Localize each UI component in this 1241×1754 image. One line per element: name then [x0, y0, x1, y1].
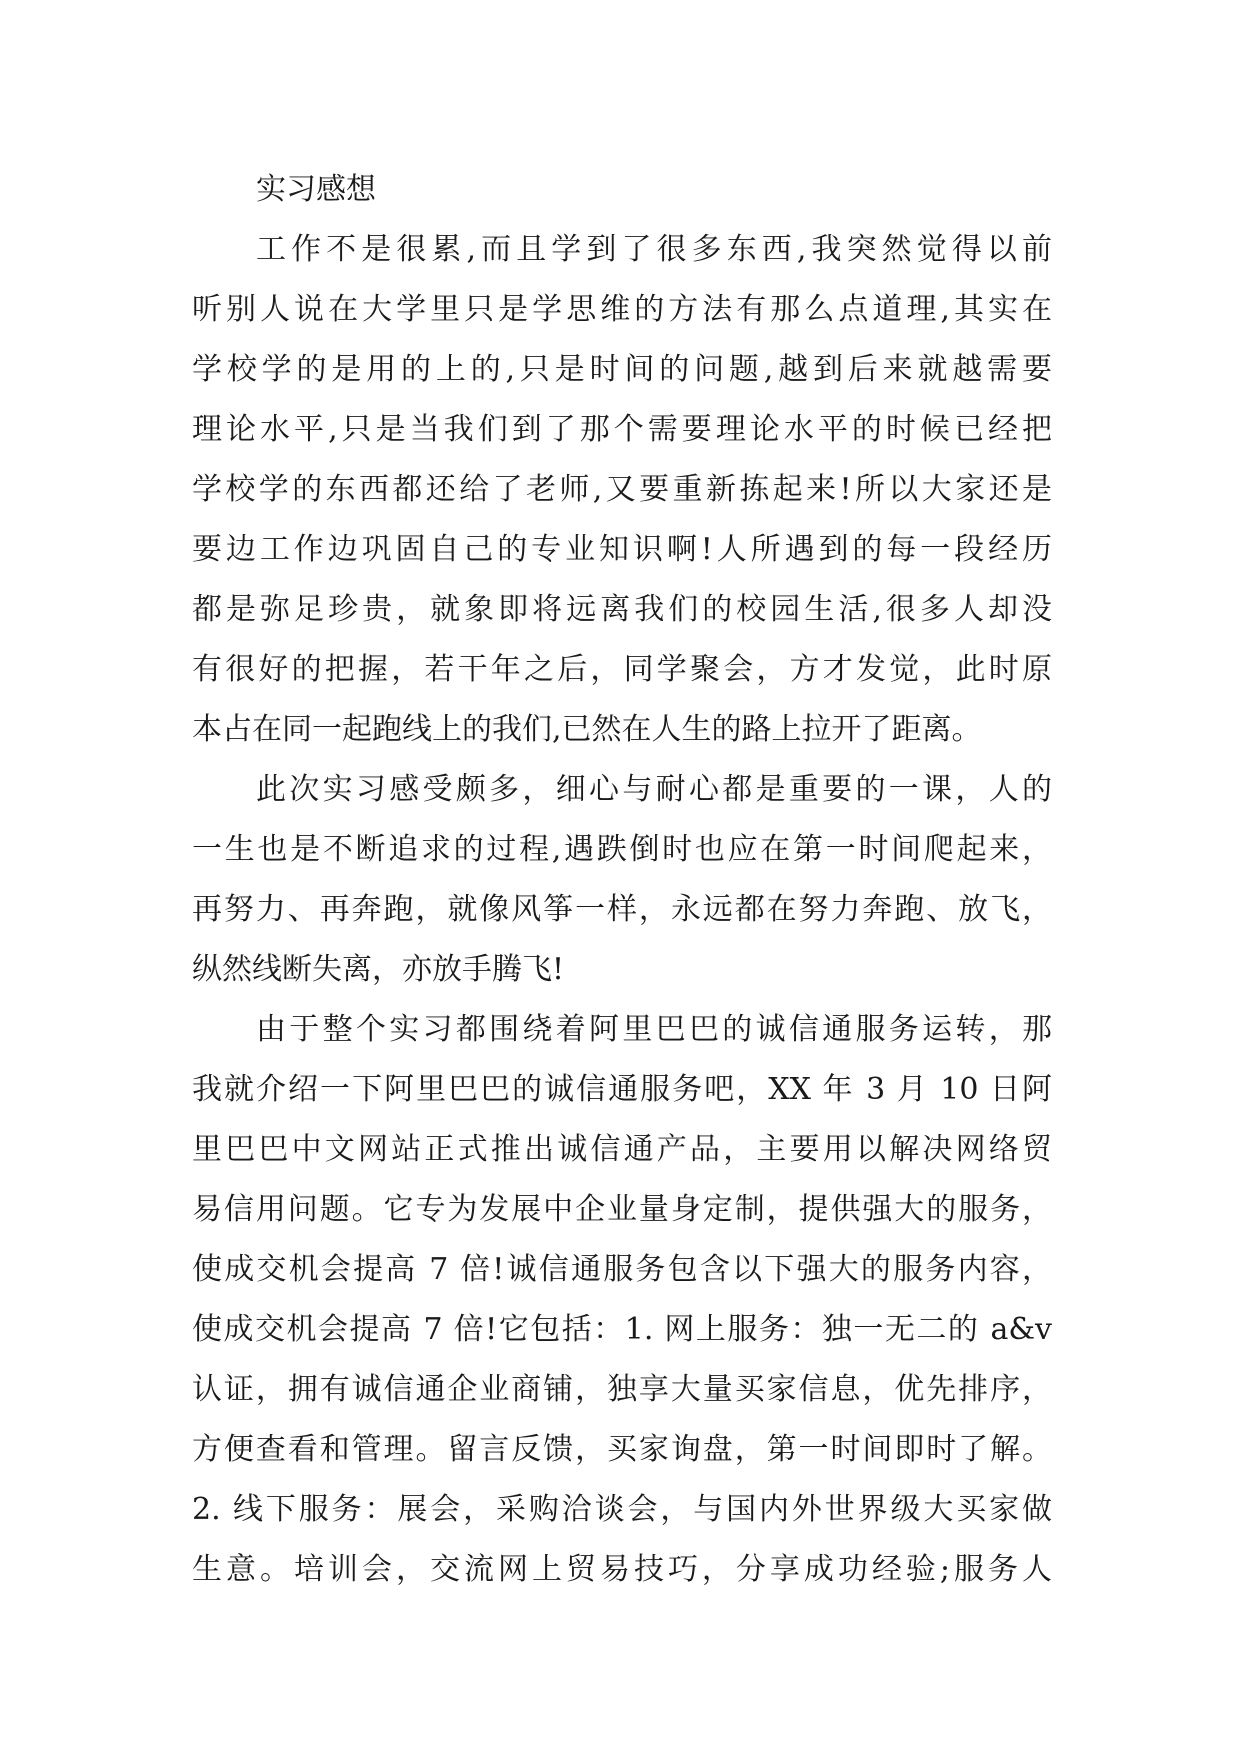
paragraph-3-line-10: 生意。培训会，交流网上贸易技巧，分享成功经验;服务人 [192, 1552, 1052, 1587]
paragraph-3-line-2: 我就介绍一下阿里巴巴的诚信通服务吧，XX 年 3 月 10 日阿 [192, 1072, 1052, 1107]
paragraph-1-line-4: 理论水平,只是当我们到了那个需要理论水平的时候已经把 [192, 412, 1052, 447]
paragraph-2-line-3: 再努力、再奔跑，就像风筝一样，永远都在努力奔跑、放飞， [192, 892, 1052, 927]
paragraph-1-line-9: 本占在同一起跑线上的我们,已然在人生的路上拉开了距离。 [192, 712, 982, 747]
paragraph-3-line-7: 认证，拥有诚信通企业商铺，独享大量买家信息，优先排序， [192, 1372, 1052, 1407]
paragraph-3-line-4: 易信用问题。它专为发展中企业量身定制，提供强大的服务， [192, 1192, 1052, 1227]
paragraph-1-line-1: 工作不是很累,而且学到了很多东西,我突然觉得以前 [256, 232, 1052, 267]
paragraph-1-line-2: 听别人说在大学里只是学思维的方法有那么点道理,其实在 [192, 292, 1052, 327]
paragraph-1-line-5: 学校学的东西都还给了老师,又要重新拣起来!所以大家还是 [192, 472, 1052, 507]
document-body [192, 160, 1052, 1600]
paragraph-1-line-6: 要边工作边巩固自己的专业知识啊!人所遇到的每一段经历 [192, 532, 1052, 567]
paragraph-3-line-8: 方便查看和管理。留言反馈，买家询盘，第一时间即时了解。 [192, 1432, 1052, 1467]
paragraph-2-line-4: 纵然线断失离，亦放手腾飞! [192, 952, 565, 987]
paragraph-2-line-2: 一生也是不断追求的过程,遇跌倒时也应在第一时间爬起来， [192, 832, 1052, 867]
paragraph-1-line-7: 都是弥足珍贵，就象即将远离我们的校园生活,很多人却没 [192, 592, 1052, 627]
paragraph-2-line-1: 此次实习感受颇多，细心与耐心都是重要的一课，人的 [256, 772, 1052, 807]
paragraph-1-line-3: 学校学的是用的上的,只是时间的问题,越到后来就越需要 [192, 352, 1052, 387]
paragraph-3-line-5: 使成交机会提高 7 倍!诚信通服务包含以下强大的服务内容， [192, 1252, 1052, 1287]
paragraph-3-line-3: 里巴巴中文网站正式推出诚信通产品，主要用以解决网络贸 [192, 1132, 1052, 1167]
paragraph-3-line-6: 使成交机会提高 7 倍!它包括：1. 网上服务：独一无二的 a&v [192, 1312, 1052, 1347]
document-title: 实习感想 [256, 172, 376, 207]
paragraph-3-line-9: 2. 线下服务：展会，采购洽谈会，与国内外世界级大买家做 [192, 1492, 1052, 1527]
paragraph-1-line-8: 有很好的把握，若干年之后，同学聚会，方才发觉，此时原 [192, 652, 1052, 687]
paragraph-3-line-1: 由于整个实习都围绕着阿里巴巴的诚信通服务运转，那 [256, 1012, 1052, 1047]
